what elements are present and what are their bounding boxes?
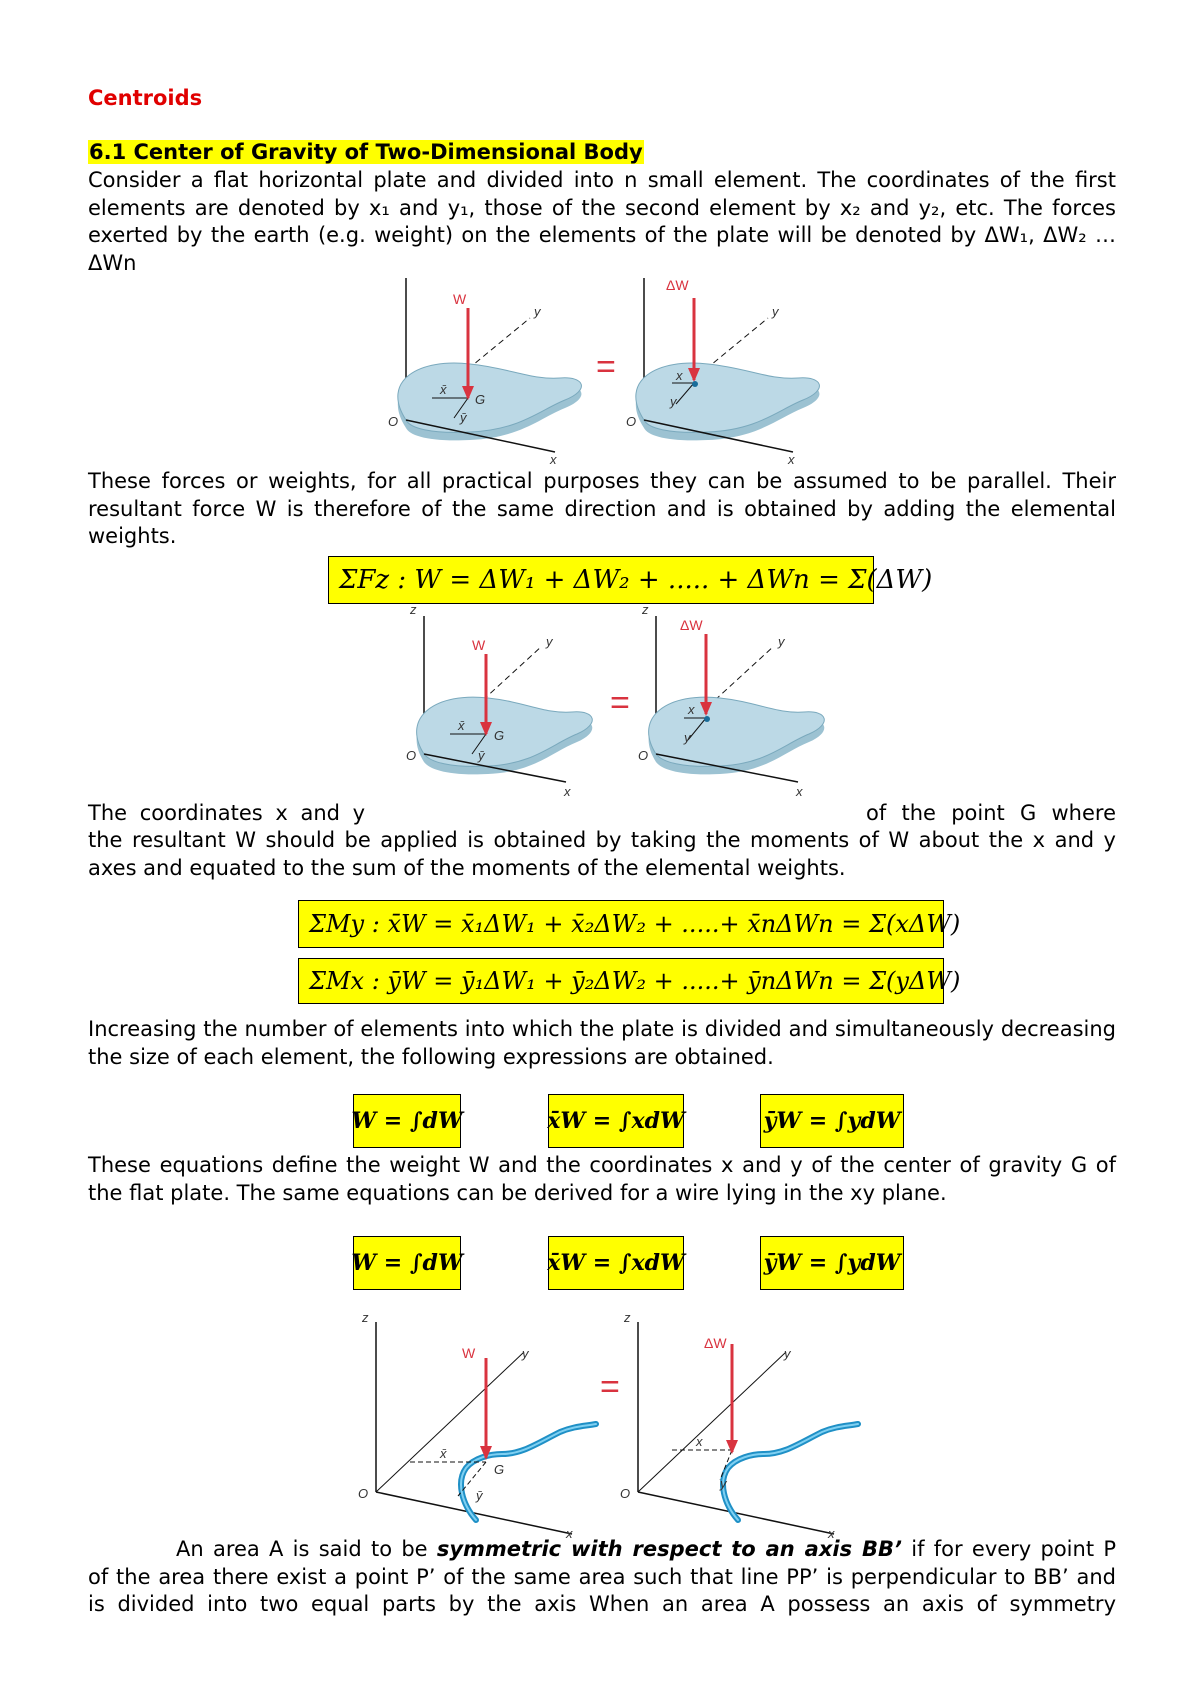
equation-sum-fz: ΣFz : W = ΔW₁ + ΔW₂ + ..... + ΔWn = Σ(ΔW) [328,556,874,604]
paragraph-symmetry [88,1536,1116,1619]
label-g-wire-left: G [494,1462,505,1477]
label-g-left: G [475,392,486,407]
label-o-right2: O [638,748,649,763]
label-xbar-left2: x̄ [458,718,465,733]
label-z-wire-left: z [362,1310,369,1325]
plate-left [388,278,581,466]
plate2-left [406,604,592,799]
label-x-right2: x [796,784,803,799]
label-o-left: O [388,414,399,429]
label-y-wire-right: y [784,1346,791,1361]
equals-sign-3: = [600,1368,620,1406]
label-x-elem-right: x [676,368,683,383]
label-z-wire-right: z [624,1310,631,1325]
label-xbar-wire-left: x̄ [440,1446,447,1461]
paragraph-coords-left: The coordinates x and y [88,801,366,825]
paragraph-intro: Consider a flat horizontal plate and divided into n small element. The coordinates of the first elements are denoted by x₁ and y₁, those of the second element by x₂ and y₂, etc. The forces exerted by the earth (e.g. weight) on the elements of the plate will be denoted by ΔW₁, ΔW₂ … ΔWn [88,168,1116,275]
symmetry-emphasis: symmetric with respect to an axis BB’ [436,1537,902,1561]
plate-figure-middle [392,604,828,800]
label-dw-right: ΔW [666,277,689,293]
label-x-elem-right2: x [688,702,695,717]
label-o-wire-left: O [358,1486,369,1501]
label-dw-wire-right: ΔW [704,1335,727,1351]
label-w-left: W [453,291,467,307]
label-w-wire-left: W [462,1345,476,1361]
label-z-left2: z [410,604,417,617]
label-y-left2: y [546,634,553,649]
label-x-elem-wire-right: x [696,1434,703,1449]
label-y-wire-left: y [522,1346,529,1361]
paragraph-parallel-forces: These forces or weights, for all practical purposes they can be assumed to be parallel. Their resultant force W is therefore of the same direction and is obtained by adding the elemental weights. [88,469,1116,548]
paragraph-moments: the resultant W should be applied is obtained by taking the moments of W about the x and y axes and equated to the sum of the moments of the elemental weights. [88,828,1116,880]
equals-sign-1: = [596,348,616,386]
equation-w-int-2: W = ∫dW [353,1236,461,1290]
equation-xw-int-1: x̄W = ∫xdW [548,1094,684,1148]
equals-sign-2: = [610,684,630,722]
label-z-right2: z [642,604,649,617]
wire-right [620,1310,858,1540]
wire-figure [350,1308,890,1540]
equation-xw-int-2: x̄W = ∫xdW [548,1236,684,1290]
label-ybar-left2: ȳ [478,748,485,763]
label-x-wire-left: x [566,1526,573,1540]
paragraph-define-weight: These equations define the weight W and the coordinates x and y of the center of gravity G of the flat plate. The same equations can be derived for a wire lying in the xy plane. [88,1153,1116,1205]
label-o-right: O [626,414,637,429]
paragraph-symmetry-line1 [88,1536,1116,1564]
label-x-left2: x [564,784,571,799]
symmetry-rest1: if for every point P [901,1537,1116,1561]
plate-right [626,277,819,466]
label-ybar-wire-left: ȳ [476,1488,483,1503]
label-ybar-left: ȳ [460,410,467,425]
equation-yw-int-2: ȳW = ∫ydW [760,1236,904,1290]
label-y-elem-right2: y [684,730,691,745]
equation-yw-int-1: ȳW = ∫ydW [760,1094,904,1148]
label-x-left: x [550,452,557,466]
label-o-left2: O [406,748,417,763]
symmetry-intro: An area A is said to be [176,1537,437,1561]
label-w-left2: W [472,637,486,653]
label-xbar-left: x̄ [440,382,447,397]
paragraph-increasing: Increasing the number of elements into which the plate is divided and simultaneously decreasing the size of each element, the following expressions are obtained. [88,1017,1116,1069]
paragraph-symmetry-rest: of the area there exist a point P’ of the same area such that line PP’ is perpendicular to BB’ and is divided into two equal parts by the axis When an area A possess an axis of symmetry [88,1564,1116,1616]
label-y-elem-wire-right: y [720,1476,727,1491]
equation-sum-my: ΣMy : x̄W = x̄₁ΔW₁ + x̄₂ΔW₂ + .....+ x̄nΔWn = Σ(xΔW) [298,900,944,948]
plate-figure-top [360,268,830,466]
label-dw-right2: ΔW [680,617,703,633]
label-o-wire-right: O [620,1486,631,1501]
label-y-left: y [534,304,541,319]
wire-left [358,1310,596,1540]
label-g-left2: G [494,728,505,743]
document-title: Centroids [88,86,203,110]
label-x-right: x [788,452,795,466]
equation-sum-mx: ΣMx : ȳW = ȳ₁ΔW₁ + ȳ₂ΔW₂ + .....+ ȳnΔWn = Σ(yΔW) [298,958,944,1004]
paragraph-coords-right-text: of the point G where [866,801,1116,825]
plate2-right [638,604,824,799]
label-x-wire-right: x [828,1526,835,1540]
section-heading: 6.1 Center of Gravity of Two-Dimensional Body [89,140,643,164]
label-y-right2: y [778,634,785,649]
label-y-elem-right: y [670,394,677,409]
paragraph-coords-right [866,800,1116,828]
equation-w-int-1: W = ∫dW [353,1094,461,1148]
label-y-right: y [772,304,779,319]
